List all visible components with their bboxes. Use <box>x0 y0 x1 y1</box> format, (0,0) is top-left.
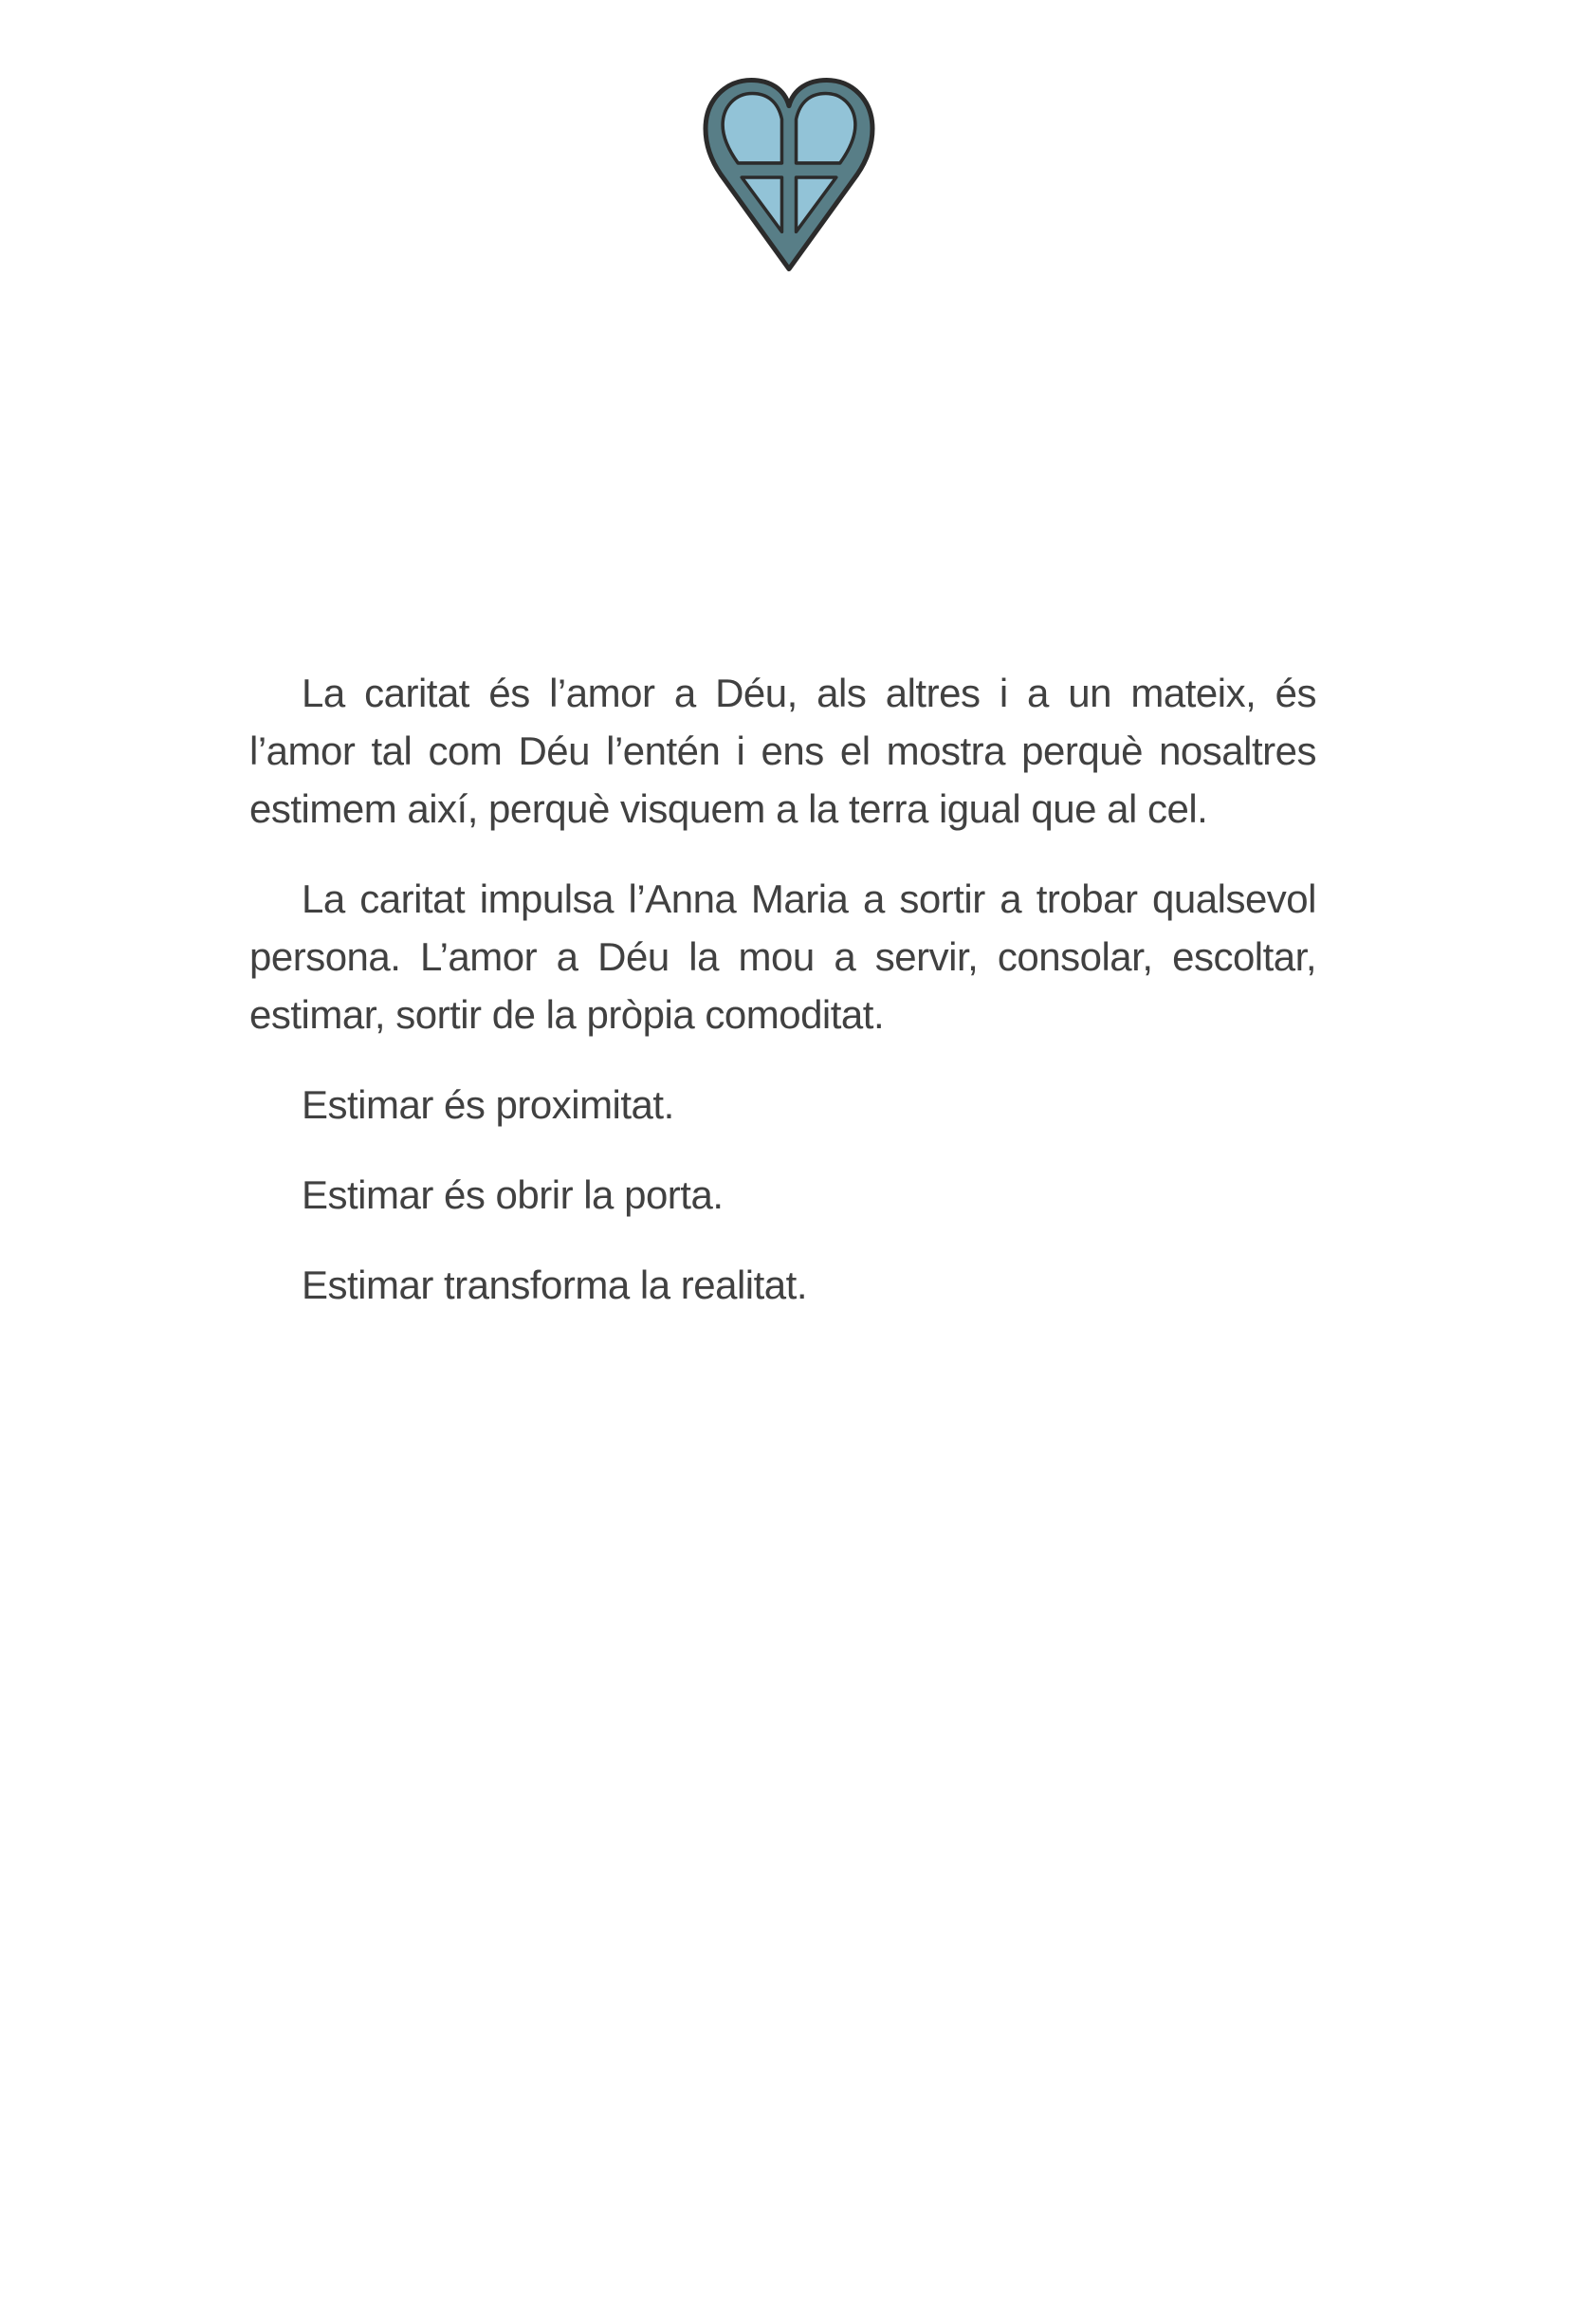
text-line: l’amor tal com Déu l’entén i ens el mostra perquè nosaltres <box>249 728 1316 773</box>
text-line: Estimar és obrir la porta. <box>302 1172 724 1217</box>
pane-top-left-icon <box>723 94 781 163</box>
paragraph-estimar-proximitat <box>249 1076 1316 1134</box>
text-line: La caritat impulsa l’Anna Maria a sortir a trobar qualsevol <box>302 876 1316 921</box>
text-line: persona. L’amor a Déu la mou a servir, consolar, escoltar, <box>249 934 1316 979</box>
text-line: Estimar és proximitat. <box>302 1082 674 1127</box>
paragraph-caritat-impulsa <box>249 870 1316 1043</box>
text-line: estimar, sortir de la pròpia comoditat. <box>249 992 885 1037</box>
text-line: estimem així, perquè visquem a la terra igual que al cel. <box>249 786 1208 831</box>
paragraph-estimar-realitat <box>249 1256 1316 1314</box>
text-line: La caritat és l’amor a Déu, als altres i a un mateix, és <box>302 671 1316 715</box>
body-text <box>249 664 1316 1346</box>
text-line: Estimar transforma la realitat. <box>302 1263 808 1307</box>
heart-window-icon <box>703 76 875 273</box>
paragraph-caritat-definicio <box>249 664 1316 838</box>
pane-top-right-icon <box>797 94 855 163</box>
paragraph-estimar-porta <box>249 1166 1316 1224</box>
